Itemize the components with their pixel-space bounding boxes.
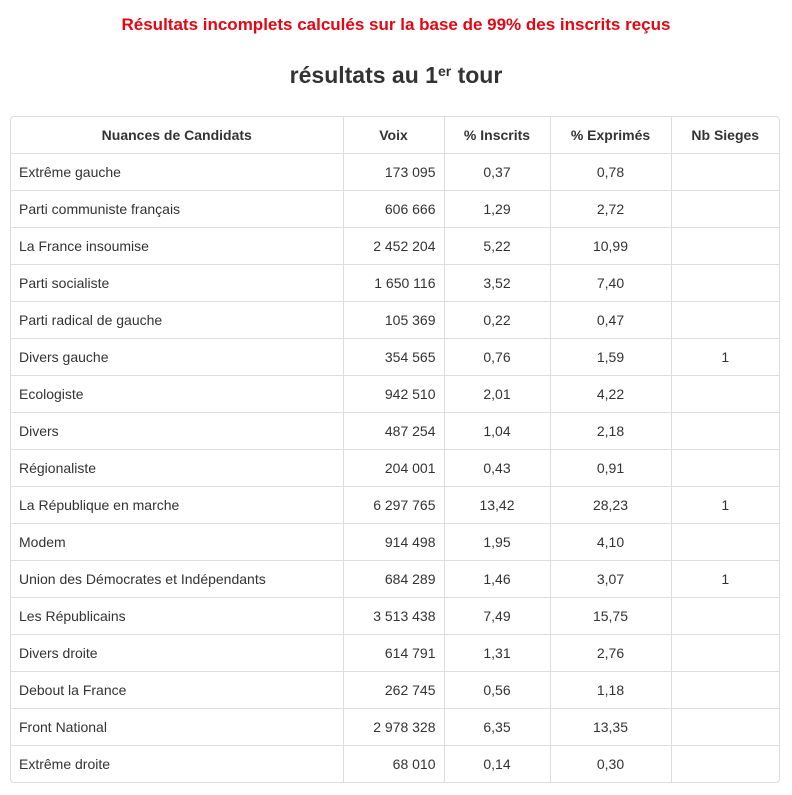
cell-pct-exprimes: 28,23 xyxy=(550,486,671,523)
cell-pct-inscrits: 1,29 xyxy=(444,190,550,227)
cell-voix: 606 666 xyxy=(343,190,444,227)
cell-voix: 204 001 xyxy=(343,449,444,486)
cell-nuance: Divers droite xyxy=(11,634,343,671)
table-row xyxy=(11,264,779,301)
cell-pct-exprimes: 0,91 xyxy=(550,449,671,486)
table-row xyxy=(11,708,779,745)
cell-voix: 914 498 xyxy=(343,523,444,560)
cell-pct-exprimes: 0,47 xyxy=(550,301,671,338)
table-row xyxy=(11,634,779,671)
cell-pct-inscrits: 5,22 xyxy=(444,227,550,264)
cell-pct-inscrits: 0,76 xyxy=(444,338,550,375)
cell-voix: 487 254 xyxy=(343,412,444,449)
cell-nuance: Les Républicains xyxy=(11,597,343,634)
page-title-prefix: résultats au 1 xyxy=(289,62,438,88)
cell-pct-inscrits: 0,43 xyxy=(444,449,550,486)
cell-nb-sieges: 1 xyxy=(671,560,779,597)
cell-pct-exprimes: 0,30 xyxy=(550,745,671,782)
cell-nuance: Union des Démocrates et Indépendants xyxy=(11,560,343,597)
header-pct-inscrits: % Inscrits xyxy=(444,117,550,153)
cell-voix: 3 513 438 xyxy=(343,597,444,634)
table-row xyxy=(11,597,779,634)
cell-voix: 614 791 xyxy=(343,634,444,671)
cell-nuance: Régionaliste xyxy=(11,449,343,486)
cell-pct-exprimes: 2,76 xyxy=(550,634,671,671)
table-row xyxy=(11,375,779,412)
cell-voix: 2 978 328 xyxy=(343,708,444,745)
cell-pct-inscrits: 6,35 xyxy=(444,708,550,745)
header-voix: Voix xyxy=(343,117,444,153)
table-row xyxy=(11,301,779,338)
cell-nuance: Front National xyxy=(11,708,343,745)
cell-pct-exprimes: 4,22 xyxy=(550,375,671,412)
table-header-row xyxy=(11,117,779,153)
cell-pct-inscrits: 0,37 xyxy=(444,153,550,190)
cell-pct-exprimes: 4,10 xyxy=(550,523,671,560)
page-title-suffix: tour xyxy=(451,62,503,88)
cell-nb-sieges xyxy=(671,412,779,449)
table-row xyxy=(11,523,779,560)
table-row xyxy=(11,412,779,449)
cell-voix: 173 095 xyxy=(343,153,444,190)
cell-pct-inscrits: 3,52 xyxy=(444,264,550,301)
cell-voix: 262 745 xyxy=(343,671,444,708)
cell-nb-sieges xyxy=(671,671,779,708)
cell-pct-exprimes: 1,59 xyxy=(550,338,671,375)
cell-nb-sieges xyxy=(671,745,779,782)
page-title xyxy=(0,60,792,90)
cell-nuance: Parti socialiste xyxy=(11,264,343,301)
cell-voix: 105 369 xyxy=(343,301,444,338)
cell-pct-exprimes: 1,18 xyxy=(550,671,671,708)
cell-pct-exprimes: 15,75 xyxy=(550,597,671,634)
cell-pct-inscrits: 1,95 xyxy=(444,523,550,560)
cell-nb-sieges: 1 xyxy=(671,486,779,523)
cell-voix: 354 565 xyxy=(343,338,444,375)
table-row xyxy=(11,338,779,375)
cell-nuance: Divers gauche xyxy=(11,338,343,375)
cell-pct-exprimes: 2,72 xyxy=(550,190,671,227)
table-row xyxy=(11,227,779,264)
cell-nuance: Extrême gauche xyxy=(11,153,343,190)
table-row xyxy=(11,745,779,782)
page-title-superscript: er xyxy=(437,63,452,79)
cell-nb-sieges: 1 xyxy=(671,338,779,375)
cell-nuance: La République en marche xyxy=(11,486,343,523)
cell-pct-inscrits: 13,42 xyxy=(444,486,550,523)
cell-nuance: Parti communiste français xyxy=(11,190,343,227)
table-body xyxy=(11,153,779,782)
cell-nb-sieges xyxy=(671,153,779,190)
cell-nb-sieges xyxy=(671,597,779,634)
cell-voix: 684 289 xyxy=(343,560,444,597)
table-row xyxy=(11,486,779,523)
cell-pct-exprimes: 13,35 xyxy=(550,708,671,745)
cell-nb-sieges xyxy=(671,449,779,486)
table-row xyxy=(11,449,779,486)
cell-nuance: La France insoumise xyxy=(11,227,343,264)
cell-pct-inscrits: 0,56 xyxy=(444,671,550,708)
cell-pct-exprimes: 7,40 xyxy=(550,264,671,301)
cell-pct-exprimes: 0,78 xyxy=(550,153,671,190)
results-table xyxy=(11,117,779,782)
table-row xyxy=(11,560,779,597)
cell-nb-sieges xyxy=(671,264,779,301)
cell-nb-sieges xyxy=(671,523,779,560)
cell-nuance: Debout la France xyxy=(11,671,343,708)
cell-nuance: Extrême droite xyxy=(11,745,343,782)
cell-nb-sieges xyxy=(671,227,779,264)
cell-voix: 2 452 204 xyxy=(343,227,444,264)
cell-nb-sieges xyxy=(671,634,779,671)
cell-pct-inscrits: 0,22 xyxy=(444,301,550,338)
table-row xyxy=(11,671,779,708)
cell-pct-inscrits: 1,46 xyxy=(444,560,550,597)
cell-nuance: Divers xyxy=(11,412,343,449)
header-nb-sieges: Nb Sieges xyxy=(671,117,779,153)
cell-nb-sieges xyxy=(671,375,779,412)
cell-pct-inscrits: 0,14 xyxy=(444,745,550,782)
cell-pct-inscrits: 7,49 xyxy=(444,597,550,634)
results-table-container xyxy=(10,116,780,783)
cell-pct-inscrits: 1,04 xyxy=(444,412,550,449)
cell-pct-exprimes: 10,99 xyxy=(550,227,671,264)
cell-nuance: Parti radical de gauche xyxy=(11,301,343,338)
cell-nb-sieges xyxy=(671,708,779,745)
table-row xyxy=(11,190,779,227)
header-nuances: Nuances de Candidats xyxy=(101,126,252,143)
table-row xyxy=(11,153,779,190)
cell-voix: 942 510 xyxy=(343,375,444,412)
header-pct-exprimes: % Exprimés xyxy=(550,117,671,153)
cell-voix: 1 650 116 xyxy=(343,264,444,301)
cell-voix: 68 010 xyxy=(343,745,444,782)
incomplete-results-notice: Résultats incomplets calculés sur la base de 99% des inscrits reçus xyxy=(121,15,671,34)
cell-nuance: Modem xyxy=(11,523,343,560)
cell-nuance: Ecologiste xyxy=(11,375,343,412)
cell-pct-exprimes: 2,18 xyxy=(550,412,671,449)
cell-voix: 6 297 765 xyxy=(343,486,444,523)
cell-pct-exprimes: 3,07 xyxy=(550,560,671,597)
cell-pct-inscrits: 2,01 xyxy=(444,375,550,412)
cell-pct-inscrits: 1,31 xyxy=(444,634,550,671)
cell-nb-sieges xyxy=(671,301,779,338)
cell-nb-sieges xyxy=(671,190,779,227)
